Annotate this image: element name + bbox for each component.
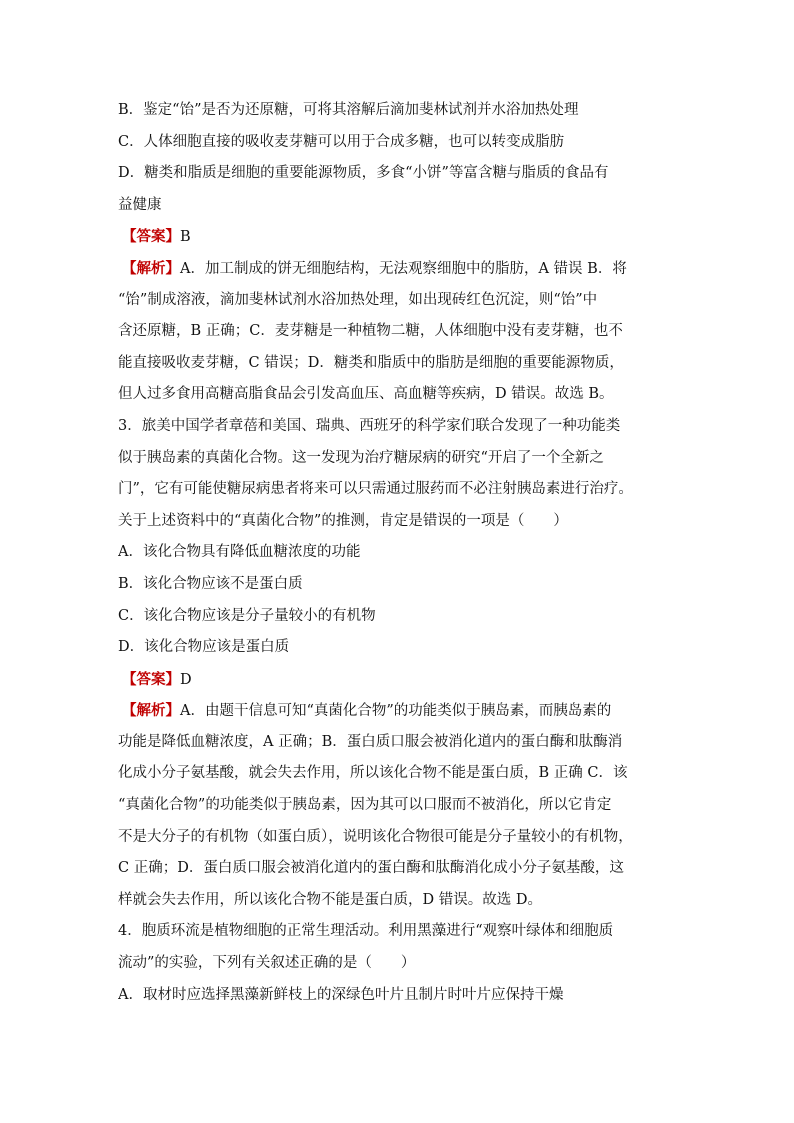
analysis-label: 【解析】 (122, 702, 180, 720)
q4-stem-line-1: 4．胞质环流是植物细胞的正常生理活动。利用黑藻进行“观察叶绿体和细胞质 (118, 923, 614, 940)
q2-analysis-line-4: 能直接吸收麦芽糖，C 错误；D．糖类和脂质中的脂肪是细胞的重要能源物质， (118, 354, 624, 371)
q3-analysis-line-1 (118, 695, 688, 727)
q4-stem-line-2: 流动”的实验，下列有关叙述正确的是（ ） (118, 955, 416, 972)
q3-analysis-line-4: “真菌化合物”的功能类似于胰岛素，因为其可以口服而不被消化，所以它肯定 (118, 797, 612, 814)
q4-option-a: A．取材时应选择黑藻新鲜枝上的深绿色叶片且制片时叶片应保持干燥 (118, 986, 564, 1003)
document-page (118, 95, 688, 1011)
q3-answer (118, 664, 688, 696)
q2-analysis-line-3: 含还原糖，B 正确；C．麦芽糖是一种植物二糖，人体细胞中没有麦芽糖，也不 (118, 323, 623, 340)
q3-option-b: B．该化合物应该不是蛋白质 (118, 575, 303, 592)
answer-value: B (180, 229, 191, 246)
q3-stem-line-2: 似于胰岛素的真菌化合物。这一发现为治疗糖尿病的研究“开启了一个全新之 (118, 449, 604, 466)
q3-analysis-line-7: 样就会失去作用，所以该化合物不能是蛋白质，D 错误。故选 D。 (118, 891, 542, 908)
analysis-text: A．由题干信息可知“真菌化合物”的功能类似于胰岛素，而胰岛素的 (180, 703, 612, 720)
analysis-label: 【解析】 (122, 259, 180, 277)
q2-option-d-line-2: 益健康 (118, 196, 162, 213)
q2-analysis-line-1 (118, 253, 688, 285)
q3-analysis-line-5: 不是大分子的有机物（如蛋白质），说明该化合物很可能是分子量较小的有机物， (118, 828, 633, 845)
q3-option-d: D．该化合物应该是蛋白质 (118, 639, 290, 656)
q2-analysis-line-5: 但人过多食用高糖高脂食品会引发高血压、高血糖等疾病，D 错误。故选 B。 (118, 386, 614, 403)
q2-option-c: C．人体细胞直接的吸收麦芽糖可以用于合成多糖，也可以转变成脂肪 (118, 133, 565, 150)
q3-analysis-line-6: C 正确；D．蛋白质口服会被消化道内的蛋白酶和肽酶消化成小分子氨基酸，这 (118, 860, 624, 877)
q3-analysis-line-3: 化成小分子氨基酸，就会失去作用，所以该化合物不能是蛋白质，B 正确 C．该 (118, 765, 628, 782)
q3-stem-line-1: 3．旅美中国学者章蓓和美国、瑞典、西班牙的科学家们联合发现了一种功能类 (118, 417, 621, 434)
answer-label: 【答案】 (122, 670, 180, 688)
q2-option-d-line-1: D．糖类和脂质是细胞的重要能源物质，多食“小饼”等富含糖与脂质的食品有 (118, 165, 609, 182)
answer-value: D (180, 671, 192, 688)
analysis-text: A．加工制成的饼无细胞结构，无法观察细胞中的脂肪，A 错误 B．将 (180, 260, 627, 277)
q3-stem-line-3: 门”，它有可能使糖尿病患者将来可以只需通过服药而不必注射胰岛素进行治疗。 (118, 481, 633, 498)
q2-analysis-line-2: “饴”制成溶液，滴加斐林试剂水浴加热处理，如出现砖红色沉淀，则“饴”中 (118, 291, 598, 308)
q2-answer (118, 221, 688, 253)
q3-option-a: A．该化合物具有降低血糖浓度的功能 (118, 544, 361, 561)
q3-option-c: C．该化合物应该是分子量较小的有机物 (118, 607, 376, 624)
q3-stem-line-4: 关于上述资料中的“真菌化合物”的推测，肯定是错误的一项是（ ） (118, 512, 568, 529)
q2-option-b: B．鉴定“饴”是否为还原糖，可将其溶解后滴加斐林试剂并水浴加热处理 (118, 102, 579, 118)
answer-label: 【答案】 (122, 228, 180, 246)
q3-analysis-line-2: 功能是降低血糖浓度，A 正确；B．蛋白质口服会被消化道内的蛋白酶和肽酶消 (118, 733, 623, 750)
